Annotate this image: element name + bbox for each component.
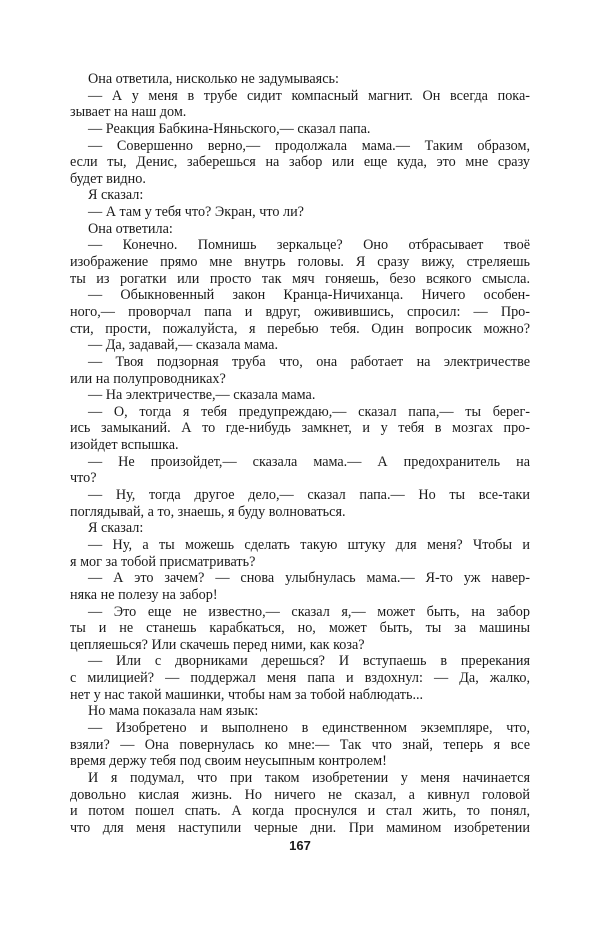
text-line: Но мама показала нам язык:	[88, 703, 259, 720]
text-line: сти, прости, пожалуйста, я перебью тебя. Один вопросик можно?	[70, 320, 530, 337]
text-line: зывает на наш дом.	[70, 104, 187, 121]
text-line: или на полупроводниках?	[70, 370, 226, 387]
text-line: — Конечно. Помнишь зеркальце? Оно отбрасывает твоё	[88, 237, 530, 254]
text-line: ного,— проворчал папа и вдруг, оживившись, спросил: — Про-	[70, 303, 530, 320]
text-line: Я сказал:	[88, 187, 144, 204]
text-line: — Ну, тогда другое дело,— сказал папа.— Но ты все-таки	[88, 487, 530, 504]
text-line: — А это зачем? — снова улыбнулась мама.— Я-то уж навер-	[88, 570, 530, 587]
text-line: — Обыкновенный закон Кранца-Ничиханца. Ничего особен-	[88, 287, 530, 304]
text-line: нет у нас такой машинки, чтобы нам за тобой наблюдать...	[70, 686, 424, 703]
page-text	[70, 71, 530, 836]
text-line: — На электричестве,— сказала мама.	[88, 387, 316, 404]
text-line: довольно кислая жизнь. Но ничего не сказал, а кивнул головой	[70, 786, 530, 803]
text-line: время держу тебя под своим неусыпным контролем!	[70, 753, 387, 770]
text-line: с милицией? — поддержал меня папа и вздохнул: — Да, жалко,	[70, 670, 530, 687]
text-line: изображение прямо мне внутрь головы. Я сразу вижу, стреляешь	[70, 254, 530, 271]
text-line: что?	[70, 470, 97, 487]
text-line: ись замыканий. А то где-нибудь замкнет, и у тебя в мозгах про-	[70, 420, 530, 437]
text-line: — А там у тебя что? Экран, что ли?	[88, 204, 304, 221]
text-line: поглядывай, а то, знаешь, я буду волноваться.	[70, 503, 346, 520]
text-line: — Изобретено и выполнено в единственном экземпляре, что,	[88, 719, 530, 736]
text-line: Она ответила, нисколько не задумываясь:	[88, 71, 339, 87]
text-line: если ты, Денис, заберешься на забор или еще куда, это мне сразу	[70, 154, 530, 171]
text-line: — Реакция Бабкина-Няньского,— сказал папа.	[88, 120, 371, 137]
text-line: ты из рогатки или просто так мяч гоняешь, безо всякого смысла.	[70, 270, 530, 287]
text-line: Она ответила:	[88, 220, 173, 237]
text-line: цепляешься? Или скачешь перед ними, как коза?	[70, 636, 365, 653]
text-line: — Совершенно верно,— продолжала мама.— Таким образом,	[88, 137, 530, 154]
text-line: Я сказал:	[88, 520, 144, 537]
text-line: будет видно.	[70, 170, 146, 187]
text-line: няка не полезу на забор!	[70, 586, 218, 603]
page-number: 167	[289, 838, 311, 853]
text-line: И я подумал, что при таком изобретении у меня начинается	[88, 769, 530, 786]
text-line: — Не произойдет,— сказала мама.— А предохранитель на	[88, 453, 530, 470]
text-line: — О, тогда я тебя предупреждаю,— сказал папа,— ты берег-	[88, 403, 530, 420]
text-line: изойдет вспышка.	[70, 437, 179, 454]
text-line: — Твоя подзорная труба что, она работает на электричестве	[88, 353, 530, 370]
text-line: — Это еще не известно,— сказал я,— может быть, на забор	[88, 603, 530, 620]
text-line: ты и не станешь карабкаться, но, может быть, ты за машины	[70, 620, 530, 637]
text-line: — Или с дворниками дерешься? И вступаешь в пререкания	[88, 653, 530, 670]
text-line: и потом пошел спать. А когда проснулся и стал жить, то понял,	[70, 803, 530, 820]
text-line: что для меня наступили черные дни. При мамином изобретении	[70, 819, 530, 836]
text-line: — Да, задавай,— сказала мама.	[88, 337, 279, 354]
text-line: — А у меня в трубе сидит компасный магнит. Он всегда пока-	[88, 87, 530, 104]
text-line: — Ну, а ты можешь сделать такую штуку для меня? Чтобы и	[88, 536, 530, 553]
text-line: взяли? — Она повернулась ко мне:— Так что знай, теперь я все	[70, 736, 530, 753]
text-line: я мог за тобой присматривать?	[70, 553, 256, 570]
